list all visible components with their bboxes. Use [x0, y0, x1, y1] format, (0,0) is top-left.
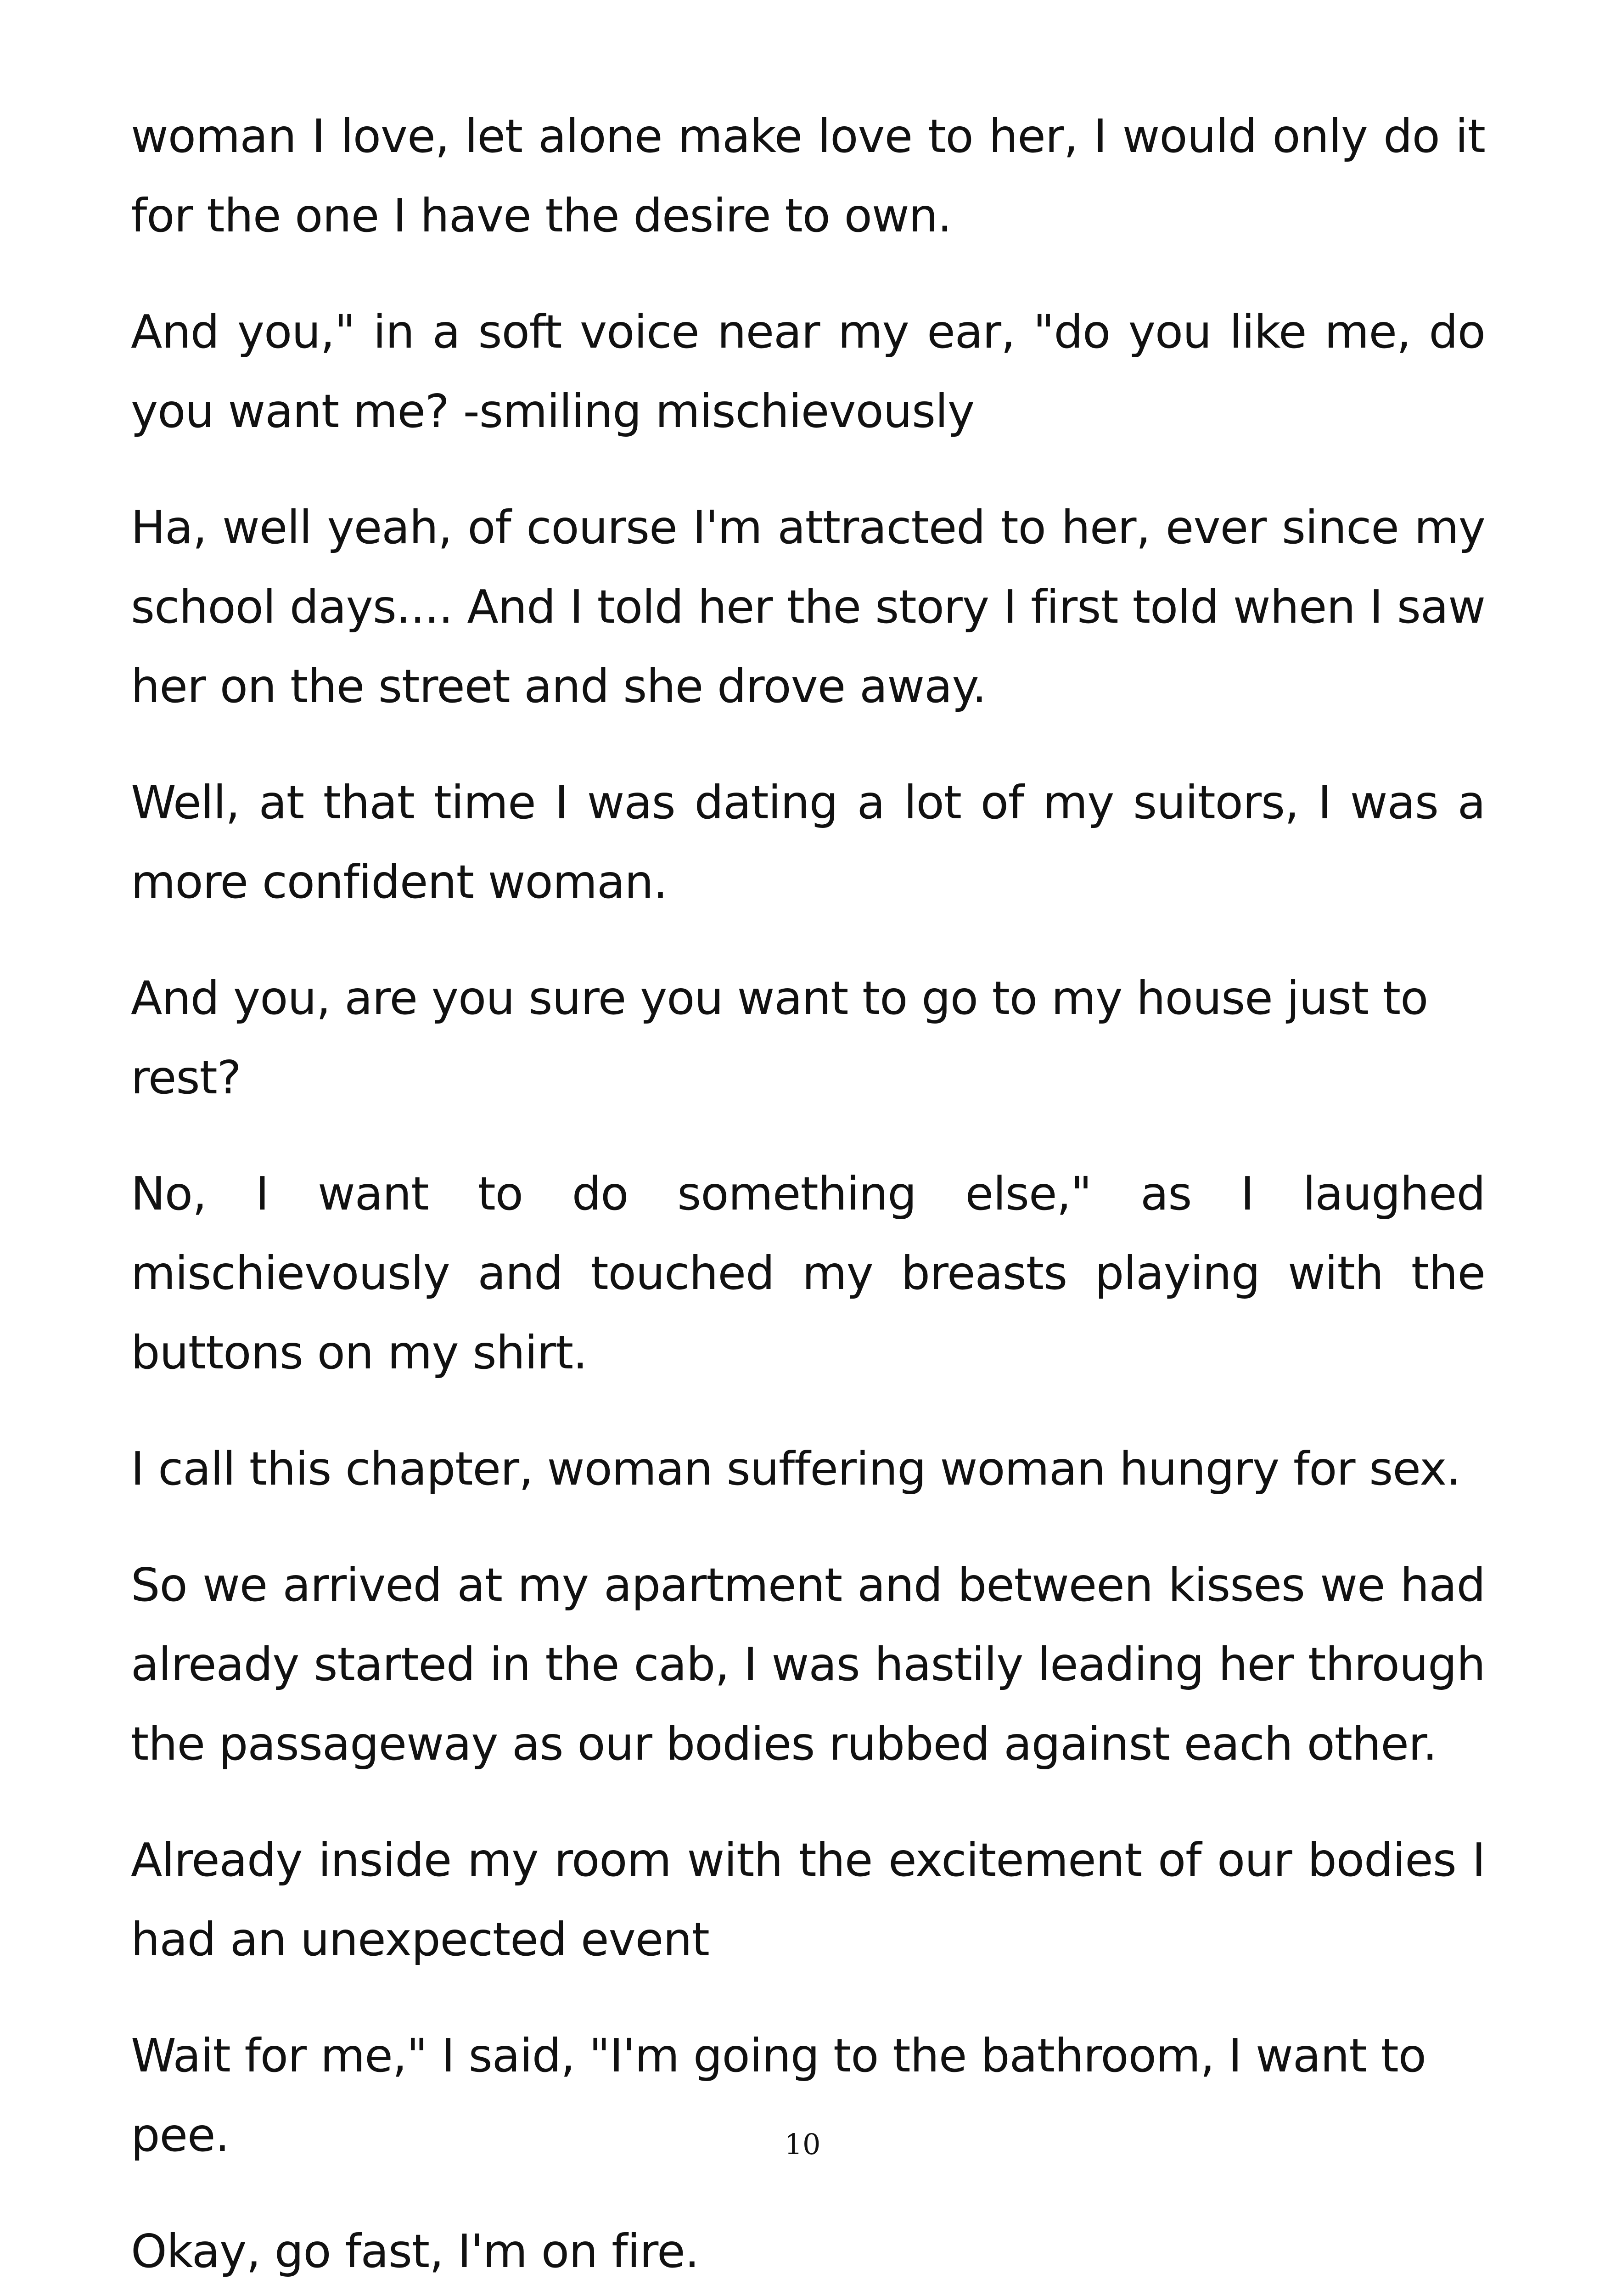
paragraph: Already inside my room with the excitement of our bodies I had an unexpected event [131, 1833, 1485, 1966]
paragraph: Well, at that time I was dating a lot of my suitors, I was a more confident woman. [131, 776, 1485, 909]
paragraph: No, I want to do something else," as I laughed mischievously and touched my breasts playing with the buttons on my shirt. [131, 1167, 1485, 1379]
body-text [131, 96, 1485, 2296]
paragraph: Okay, go fast, I'm on fire. [131, 2224, 699, 2278]
paragraph: And you, are you sure you want to go to my house just to rest? [131, 971, 1428, 1104]
paragraph: Wait for me," I said, "I'm going to the bathroom, I want to pee. [131, 2029, 1426, 2162]
paragraph: So we arrived at my apartment and between kisses we had already started in the cab, I was hastily leading her through the passageway as our bodies rubbed against each other. [131, 1558, 1485, 1771]
paragraph: woman I love, let alone make love to her, I would only do it for the one I have the desire to own. [131, 109, 1485, 242]
paragraph: I call this chapter, woman suffering woman hungry for sex. [131, 1442, 1461, 1496]
page-number: 10 [784, 2127, 821, 2161]
paragraph: And you," in a soft voice near my ear, "do you like me, do you want me? -smiling mischievously [131, 305, 1485, 438]
paragraph: Ha, well yeah, of course I'm attracted to her, ever since my school days.... And I told her the story I first told when I saw her on the street and she drove away. [131, 501, 1485, 713]
